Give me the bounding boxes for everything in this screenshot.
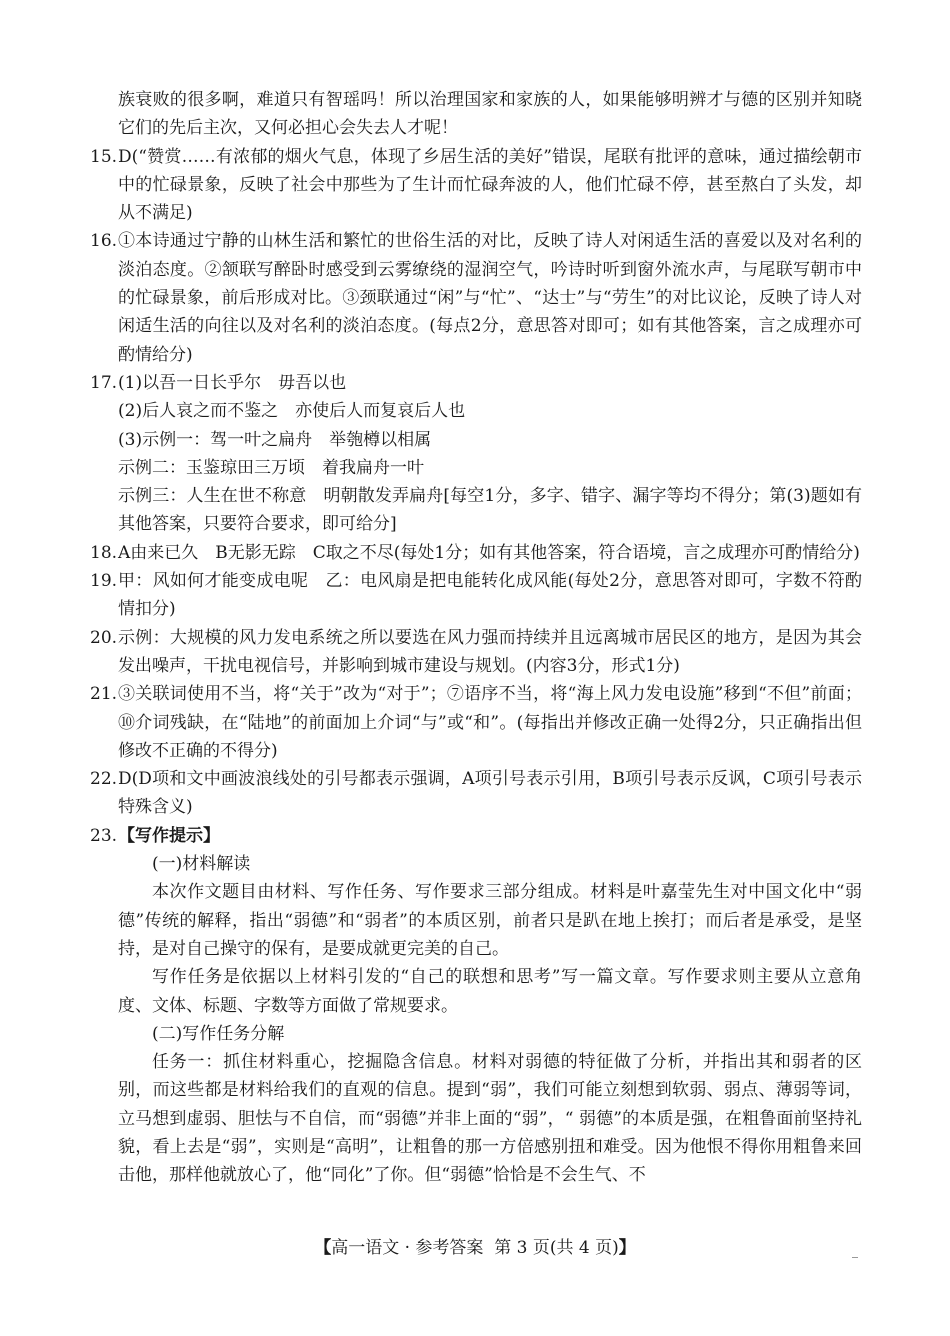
page-footer [0,1236,950,1260]
item-number: 16. [90,231,118,252]
item-text: 甲：风如何才能变成电呢 乙：电风扇是把电能转化成风能(每处2分，意思答对即可，字数不符酌情扣分) [118,571,862,620]
item-number: 17. [90,372,118,393]
item-number: 22. [90,769,118,790]
footer-bracket-right: 】 [618,1238,636,1258]
item-text: D(D项和文中画波浪线处的引号都表示强调，A项引号表示引用，B项引号表示反讽，C项引号表示特殊含义) [118,769,862,818]
answer-item-17 [90,369,862,539]
item-text: 示例：大规模的风力发电系统之所以要选在风力强而持续并且远离城市居民区的地方，是因为其会发出噪声，干扰电视信号，并影响到城市建设与规划。(内容3分，形式1分) [118,627,862,676]
section-1-paragraph-2: 写作任务是依据以上材料引发的“自己的联想和思考”写一篇文章。写作要求则主要从立意角度、文体、标题、字数等方面做了常规要求。 [118,967,862,1016]
item-text: ①本诗通过宁静的山林生活和繁忙的世俗生活的对比，反映了诗人对闲适生活的喜爱以及对名利的淡泊态度。②颔联写醉卧时感受到云雾缭绕的湿润空气，吟诗时听到窗外流水声，与尾联写朝市中的忙碌景象，前后形成对比。③颈联通过“闲”与“忙”、“达士”与“劳生”的对比议论，反映了诗人对闲适生活的向往以及对名利的淡泊态度。(每点2分，意思答对即可；如有其他答案，言之成理亦可酌情给分) [118,231,862,365]
item-number: 21. [90,684,118,705]
answer-content [90,86,862,1190]
answer-item-21 [90,680,862,765]
section-2-paragraph-1: 任务一：抓住材料重心，挖掘隐含信息。材料对弱德的特征做了分析，并指出其和弱者的区别，而这些都是材料给我们的直观的信息。提到“弱”，我们可能立刻想到软弱、弱点、薄弱等词，立马想到虚弱、胆怯与不自信，而“弱德”并非上面的“弱”，“ 弱德”的本质是强，在粗鲁面前坚持礼貌，看上去是“弱”，实则是“高明”，让粗鲁的那一方倍感别扭和难受。因为他恨不得你用粗鲁来回击他，那样他就放心了，他“同化”了你。但“弱德”恰恰是不会生气、不 [118,1052,862,1186]
item-17-example-2: 示例二：玉鉴琼田三万顷 着我扁舟一叶 [118,457,424,478]
item-text: D(“赞赏……有浓郁的烟火气息，体现了乡居生活的美好”错误，尾联有批评的意味，通过描绘朝市中的忙碌景象，反映了社会中那些为了生计而忙碌奔波的人，他们忙碌不停，甚至熬白了头发，却从不满足) [118,146,862,224]
section-1-title: (一)材料解读 [152,854,251,875]
item-17-line-3: (3)示例一：驾一叶之扁舟 举匏樽以相属 [118,429,432,450]
answer-item-15 [90,143,862,228]
answer-item-23 [90,822,862,850]
item-number: 23. [90,825,118,846]
item-number: 18. [90,542,118,563]
item-number: 19. [90,571,118,592]
footer-bracket-left: 【 [314,1238,332,1258]
answer-item-20 [90,624,862,681]
writing-tips-heading: 【写作提示】 [118,825,220,846]
item-number: 15. [90,146,118,167]
item-text: ③关联词使用不当，将“关于”改为“对于”；⑦语序不当，将“海上风力发电设施”移到“不但”前面；⑩介词残缺，在“陆地”的前面加上介词“与”或“和”。(每指出并修改正确一处得2分，只正确指出但修改不正确的不得分) [118,684,862,761]
section-2-title: (二)写作任务分解 [152,1023,285,1044]
answer-item-16 [90,227,862,368]
item-17-body [118,369,862,539]
answer-item-19 [90,567,862,624]
continued-paragraph: 族衰败的很多啊，难道只有智瑶吗！所以治理国家和家族的人，如果能够明辨才与德的区别并知晓它们的先后主次，又何必担心会失去人才呢！ [118,90,862,139]
answer-item-22 [90,765,862,822]
item-17-line-2: (2)后人哀之而不鉴之 亦使后人而复哀后人也 [118,401,466,422]
section-1-paragraph-1: 本次作文题目由材料、写作任务、写作要求三部分组成。材料是叶嘉莹先生对中国文化中“弱德”传统的解释，指出“弱德”和“弱者”的本质区别，前者只是趴在地上挨打；而后者是承受，是坚持，是对自己操守的保有，是要成就更完美的自己。 [118,882,862,959]
item-text: (1)以吾一日长乎尔 毋吾以也 [118,372,347,393]
footer-page-number: 第 3 页(共 4 页) [494,1238,619,1258]
footer-subject: 高一语文 · 参考答案 [331,1238,484,1258]
corner-mark [852,1254,858,1258]
item-17-example-3: 示例三：人生在世不称意 明朝散发弄扁舟[每空1分，多字、错字、漏字等均不得分；第(3)题如有其他答案，只要符合要求，即可给分] [118,486,862,535]
item-text: A由来已久 B无影无踪 C取之不尽(每处1分；如有其他答案，符合语境，言之成理亦可酌情给分) [118,542,860,563]
answer-item-18 [90,539,862,567]
item-number: 20. [90,627,118,648]
